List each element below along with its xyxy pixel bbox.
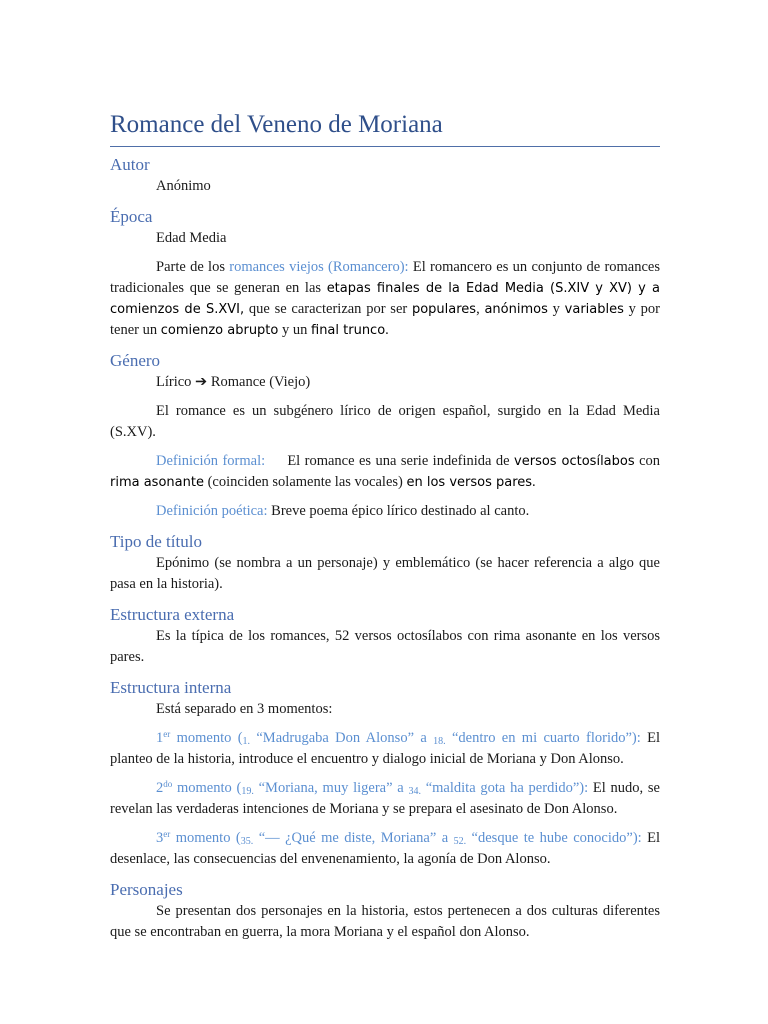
personajes-text: Se presentan dos personajes en la historia, estos pertenecen a dos culturas diferentes que se encontraban en guerra, la mora Moriana y el español don Alonso. <box>110 903 660 940</box>
verse-quote: “dentro en mi cuarto florido”): <box>445 730 641 746</box>
definicion-formal <box>110 451 660 493</box>
text-run: . <box>385 322 389 338</box>
text-run: y <box>547 301 565 317</box>
verse-quote: “— ¿Qué me diste, Moriana” a <box>253 830 454 846</box>
text-run: Parte de los <box>156 259 230 275</box>
momento-1 <box>110 728 660 770</box>
verse-quote: “Moriana, muy ligera” a <box>253 780 409 796</box>
text-run: con <box>634 453 660 469</box>
momento-3 <box>110 828 660 870</box>
text-run: Breve poema épico lírico destinado al canto. <box>267 503 530 519</box>
heading-genero: Género <box>110 351 161 370</box>
heading-estructura-interna: Estructura interna <box>110 678 232 697</box>
tipo-titulo-text: Epónimo (se nombra a un personaje) y emblemático (se hacer referencia a algo que pasa en la historia). <box>110 555 660 592</box>
bold-term: etapas finales de la Edad Media (S.XIV y XV) y a comienzos de S.XVI, <box>110 281 660 317</box>
momento-ordinal: er <box>163 729 171 739</box>
text-run: y un <box>278 322 311 338</box>
text-run: . <box>532 474 536 490</box>
momento-label: momento ( <box>170 730 243 746</box>
bold-term: variables <box>564 302 624 317</box>
momento-2 <box>110 778 660 820</box>
momento-ordinal: er <box>163 829 171 839</box>
text-run: El romance es una serie indefinida de <box>265 453 515 469</box>
momento-text: El desenlace, las consecuencias del envenenamiento, la agonía de Don Alonso. <box>110 830 661 867</box>
verse-number: 19. <box>241 786 254 797</box>
text-run: , <box>476 301 485 317</box>
verse-number: 34. <box>408 786 421 797</box>
bold-term: en los versos pares <box>406 475 533 490</box>
heading-autor: Autor <box>110 155 150 174</box>
verse-number: 18. <box>433 736 446 747</box>
genero-paragraph: El romance es un subgénero lírico de origen español, surgido en la Edad Media (S.XV). <box>110 403 660 440</box>
heading-epoca: Época <box>110 207 153 226</box>
verse-number: 52. <box>453 836 467 847</box>
verse-quote: “maldita gota ha perdido”): <box>420 780 589 796</box>
document-body <box>110 110 660 943</box>
momento-number: 3 <box>156 830 164 846</box>
text-run: El romancero es un conjunto de romances tradicionales que se generan en las <box>110 259 661 296</box>
verse-number: 35. <box>240 836 254 847</box>
momento-ordinal: do <box>163 779 173 789</box>
momento-label: momento ( <box>170 830 241 846</box>
momento-text: El planteo de la historia, introduce el encuentro y dialogo inicial de Moriana y Don Alonso. <box>110 730 660 767</box>
momento-number: 2 <box>156 780 164 796</box>
bold-term: comienzo abrupto <box>160 323 279 338</box>
epoca-paragraph <box>110 257 660 341</box>
bold-term: anónimos <box>484 302 548 317</box>
definicion-poetica <box>110 501 660 522</box>
heading-personajes: Personajes <box>110 880 183 899</box>
text-run: y por tener un <box>110 301 660 338</box>
epoca-text: Edad Media <box>156 230 227 246</box>
genero-line: Lírico ➔ Romance (Viejo) <box>156 374 311 390</box>
verse-number: 1. <box>242 736 251 747</box>
bold-term: populares <box>411 302 477 317</box>
autor-text: Anónimo <box>156 178 211 194</box>
definicion-poetica-label: Definición poética: <box>156 503 268 519</box>
verse-quote: “desque te hube conocido”): <box>466 830 642 846</box>
bold-term: final trunco <box>311 323 386 338</box>
romances-viejos-term: romances viejos (Romancero): <box>229 259 409 275</box>
bold-term: rima asonante <box>110 475 204 490</box>
bold-term: versos octosílabos <box>514 454 635 469</box>
text-run: que se caracterizan por ser <box>244 301 412 317</box>
heading-estructura-externa: Estructura externa <box>110 605 235 624</box>
heading-tipo-titulo: Tipo de título <box>110 532 202 551</box>
verse-quote: “Madrugaba Don Alonso” a <box>250 730 434 746</box>
momento-number: 1 <box>156 730 164 746</box>
text-run: (coinciden solamente las vocales) <box>203 474 407 490</box>
estructura-interna-intro: Está separado en 3 momentos: <box>156 701 333 717</box>
momento-label: momento ( <box>172 780 242 796</box>
estructura-externa-text: Es la típica de los romances, 52 versos octosílabos con rima asonante en los versos pares. <box>110 628 660 665</box>
momento-text: El nudo, se revelan las verdaderas intenciones de Moriana y se prepara el asesinato de Don Alonso. <box>110 780 660 817</box>
document-title: Romance del Veneno de Moriana <box>110 110 660 147</box>
definicion-formal-label: Definición formal: <box>156 453 266 469</box>
